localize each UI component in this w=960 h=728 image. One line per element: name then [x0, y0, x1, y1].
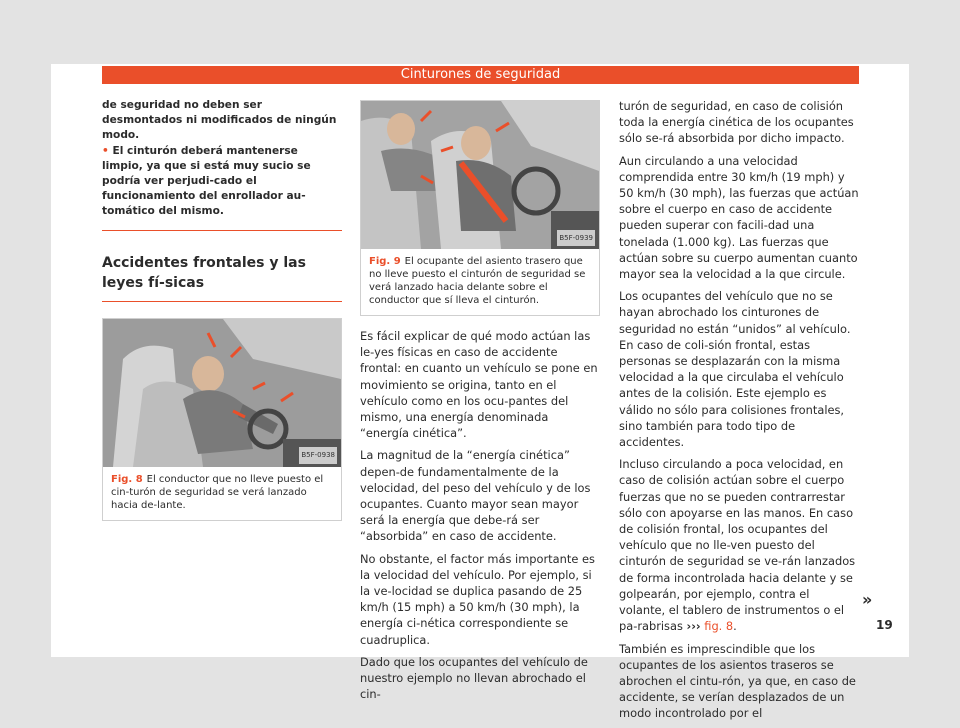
column-1 — [102, 98, 342, 521]
column-3 — [619, 98, 859, 728]
paragraph-end: . — [733, 619, 737, 634]
figure-9-caption — [361, 249, 599, 315]
paragraph: También es imprescindible que los ocupantes de los asientos traseros se abrochen el cintu-rón, ya que, en caso de accidente, se verían desplazados de un modo incontrolado por el — [619, 641, 856, 721]
figure-8-number: Fig. 8 — [111, 473, 143, 485]
reference-arrow-icon: ››› — [686, 619, 701, 634]
paragraph: No obstante, el factor más importante es la velocidad del vehículo. Por ejemplo, si la ve-locidad se duplica pasando de 25 km/h (15 mph) a 50 km/h (30 mph), la energía ci-nética correspondiente se cuadruplica. — [360, 551, 595, 647]
figure-8-link[interactable]: fig. 8 — [704, 619, 734, 634]
figure-9-number: Fig. 9 — [369, 256, 401, 267]
figure-8-caption-text: El conductor que no lleve puesto el cin-turón de seguridad se verá lanzado hacia de-lante. — [111, 473, 324, 511]
figure-9-illustration — [361, 101, 599, 249]
rear-passenger-collision-illustration — [361, 101, 599, 249]
paragraph: Aun circulando a una velocidad comprendida entre 30 km/h (19 mph) y 50 km/h (30 mph), las fuerzas que actúan sobre el cuerpo en caso de accidente pueden superar con facili-dad una tonelada (1.000 kg). Las fuerzas que actúan sobre su cuerpo aumentan cuanto mayor sea la velocidad a la que circule. — [619, 153, 859, 282]
paragraph: turón de seguridad, en caso de colisión toda la energía cinética de los ocupantes sólo se-rá absorbida por dicho impacto. — [619, 99, 854, 146]
bullet-icon: • — [102, 144, 109, 157]
figure-9-caption-text: El ocupante del asiento trasero que no lleve puesto el cinturón de seguridad se verá lanzado hacia delante sobre el conductor que sí lleva el cinturón. — [369, 256, 586, 306]
column-2 — [360, 98, 600, 708]
chapter-header: Cinturones de seguridad — [102, 66, 859, 84]
paragraph — [619, 456, 859, 634]
note-bullet-text: El cinturón deberá mantenerse limpio, ya que si está muy sucio se podría ver perjudi-cado el funcionamiento del enrollador au-tomático del mismo. — [102, 144, 311, 218]
driver-collision-illustration — [103, 319, 341, 467]
note-text-1: de seguridad no deben ser desmontados ni modificados de ningún modo. — [102, 99, 337, 142]
figure-9 — [360, 100, 600, 316]
paragraph: Es fácil explicar de qué modo actúan las le-yes físicas en caso de accidente frontal: en cuanto un vehículo se pone en movimiento se origina, tanto en el vehículo como en los ocu-pantes del mismo, una energía denominada “energía cinética”. — [360, 329, 598, 441]
paragraph: Dado que los ocupantes del vehículo de nuestro ejemplo no llevan abrochado el cin- — [360, 654, 588, 702]
paragraph-text: Incluso circulando a poca velocidad, en caso de colisión actúan sobre el cuerpo fuerzas que no se pueden contrarrestar sólo con apoyarse en las manos. En caso de colisión frontal, los ocupantes del vehículo que no lle-ven puesto del cinturón de seguridad se ve-rán lanzados de forma incontrolada hacia delante y se golpearán, por ejemplo, contra el volante, el tablero de instrumentos o el pa-rabrisas — [619, 457, 856, 634]
continue-icon: » — [862, 590, 873, 609]
figure-8 — [102, 318, 342, 521]
paragraph: La magnitud de la “energía cinética” depen-de fundamentalmente de la velocidad, del peso del vehículo y de los ocupantes. Cuanto mayor sean mayor será la energía que debe-rá ser “absorbida” en caso de accidente. — [360, 448, 591, 544]
figure-9-code: B5F-0939 — [557, 230, 595, 246]
paragraph: Los ocupantes del vehículo que no se hayan abrochado los cinturones de seguridad no están “unidos” al vehículo. En caso de coli-sión frontal, estas personas se desplazarán con la misma velocidad a la que circulaba el vehículo antes de la colisión. Este ejemplo es válido no sólo para colisiones frontales, sino también para todo tipo de accidentes. — [619, 289, 851, 450]
page-number: 19 — [876, 618, 893, 632]
note-text-2 — [102, 144, 342, 220]
warning-note — [102, 98, 342, 231]
figure-8-caption — [103, 467, 341, 520]
section-title: Accidentes frontales y las leyes fí-sicas — [102, 253, 342, 302]
figure-8-illustration — [103, 319, 341, 467]
figure-8-code: B5F-0938 — [299, 447, 337, 463]
